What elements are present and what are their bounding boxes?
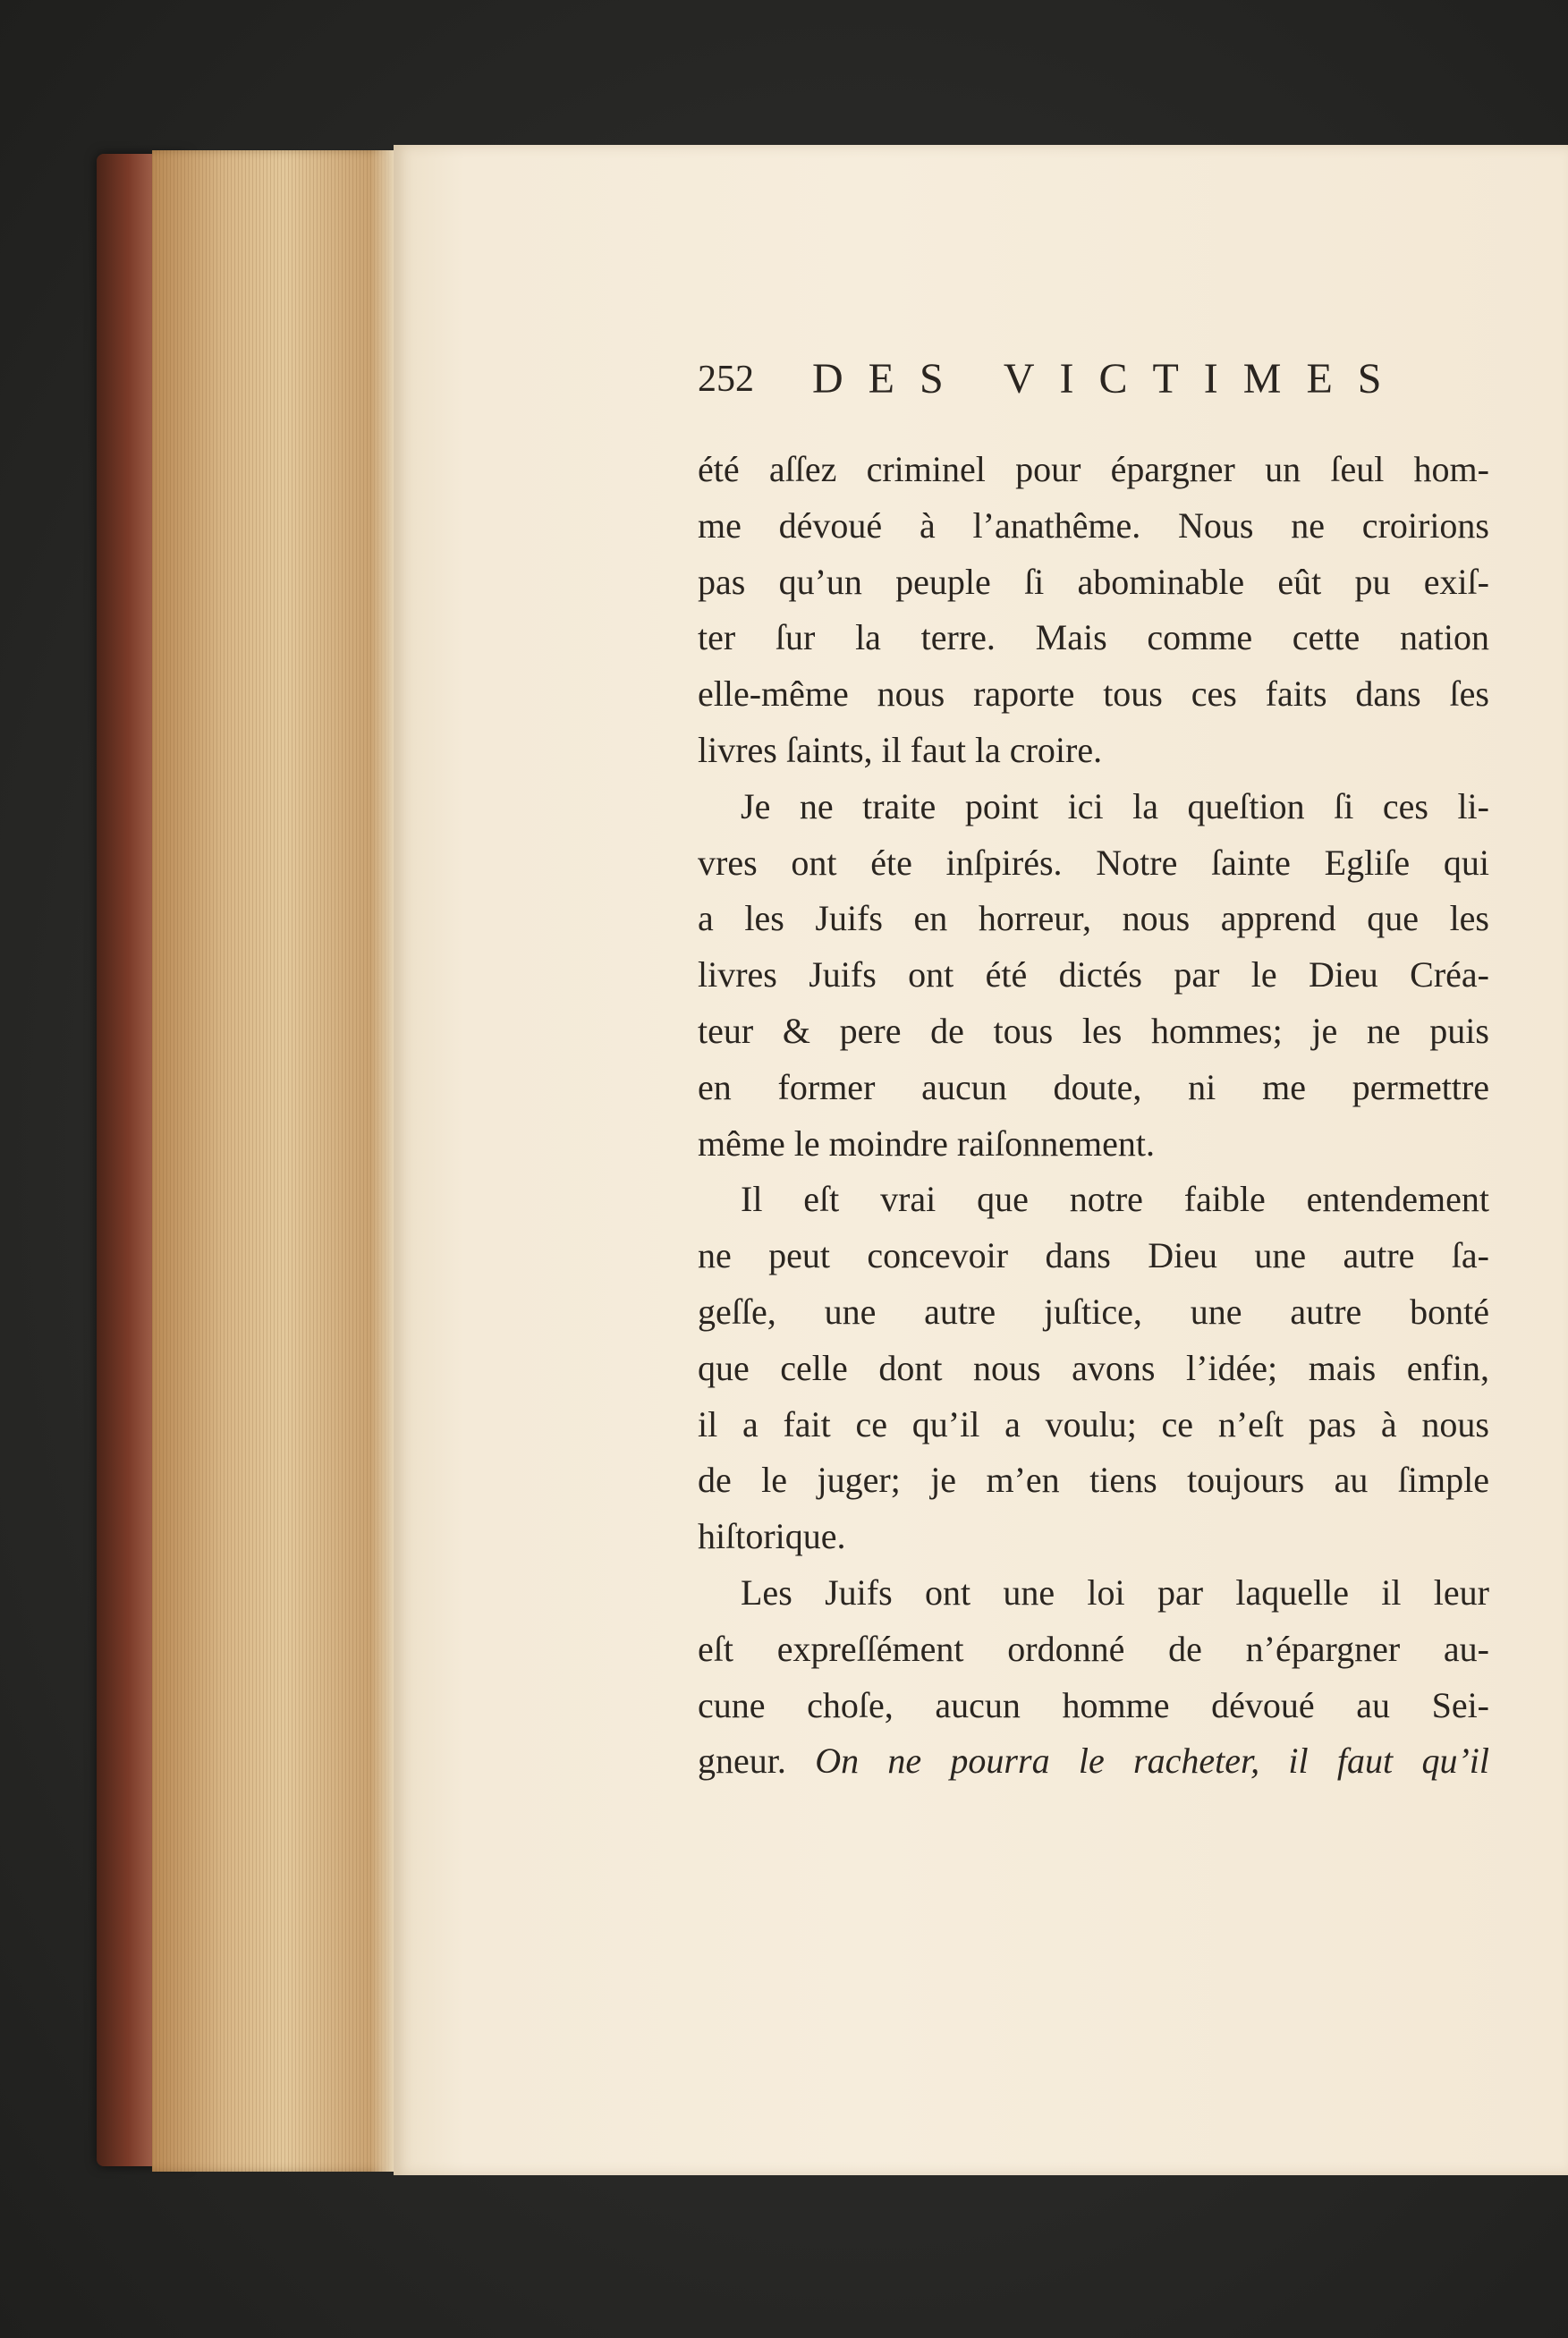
text-line: ter ſur la terre. Mais comme cette nation [698,617,1489,658]
running-head [698,354,1489,411]
page-number: 252 [698,359,754,400]
text-line: livres ſaints, il faut la croire. [698,729,1103,770]
text-line: elle-même nous raporte tous ces faits dans ſes [698,673,1489,715]
running-title: DES VICTIMES [812,355,1407,402]
text-line: Je ne traite point ici la queſtion ſi ces li- [741,785,1489,826]
text-line: cune choſe, aucun homme dévoué au Sei- [698,1684,1489,1725]
text-line: même le moindre raiſonnement. [698,1122,1155,1164]
text-line: été aſſez criminel pour épargner un ſeul hom- [698,449,1489,489]
text-line: vres ont éte inſpirés. Notre ſainte Egliſe qui [698,842,1489,883]
text-line: hiſtorique. [698,1516,846,1557]
text-line: livres Juifs ont été dictés par le Dieu Créa- [698,954,1489,995]
text-line: teur & pere de tous les hommes; je ne puis [698,1010,1489,1051]
text-line: de le juger; je m’en tiens toujours au ſimple [698,1460,1489,1501]
text-line: Les Juifs ont une loi par laquelle il leur [741,1571,1489,1613]
page-block-edges [152,150,394,2172]
text-line: il a fait ce qu’il a voulu; ce n’eſt pas à nous [698,1403,1489,1444]
text-line: Il eſt vrai que notre faible entendement [741,1179,1489,1220]
text-line: pas qu’un peuple ſi abominable eût pu exiſ- [698,561,1489,602]
text-line: me dévoué à l’anathême. Nous ne croirions [698,504,1489,546]
text-line: eſt expreſſément ordonné de n’épargner au- [698,1628,1489,1669]
text-line: a les Juifs en horreur, nous apprend que les [698,898,1489,939]
text-line-start: gneur. [698,1741,786,1782]
text-line: ne peut concevoir dans Dieu une autre ſa- [698,1235,1489,1276]
text-line: que celle dont nous avons l’idée; mais enfin, [698,1347,1489,1388]
text-line: geſſe, une autre juſtice, une autre bonté [698,1291,1489,1332]
text-line-final [698,1733,1489,1790]
italic-quote: On ne pourra le racheter, il faut qu’il [815,1741,1489,1782]
text-line: en former aucun doute, ni me permettre [698,1066,1489,1107]
page-text [698,354,1489,1790]
